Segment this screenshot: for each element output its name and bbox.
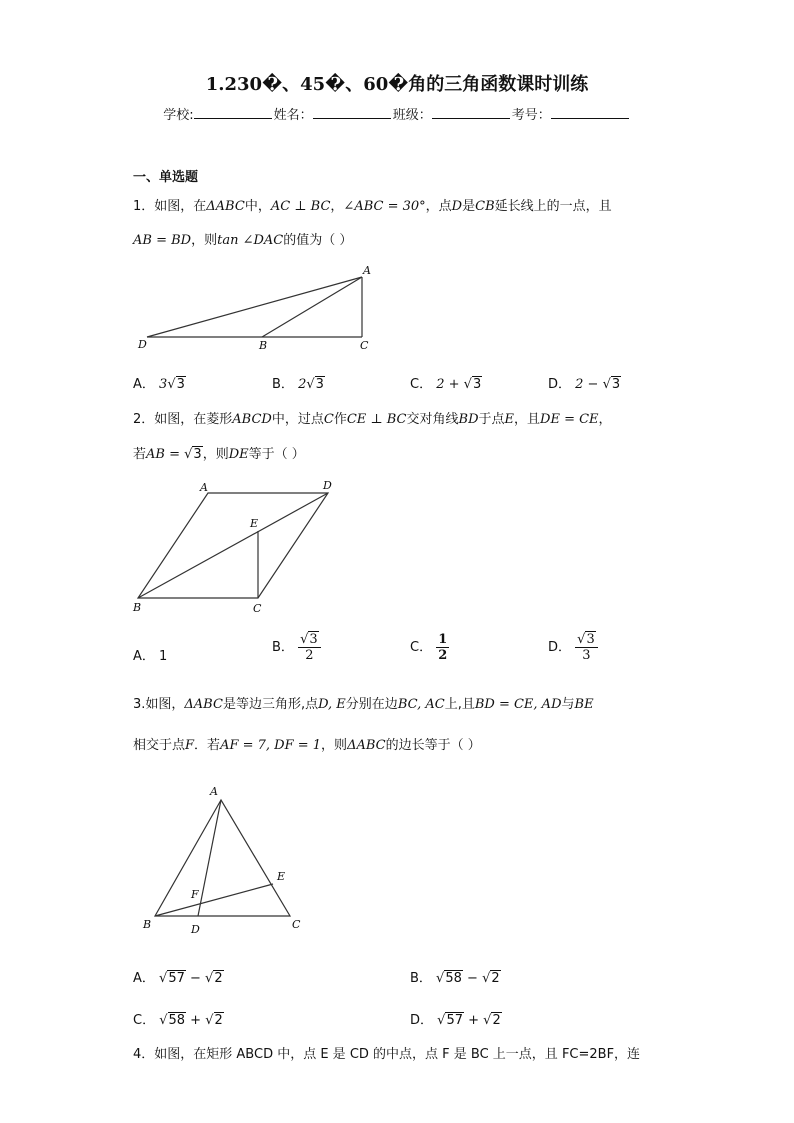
q3-text: 3.如图， (133, 697, 185, 712)
q1-math: ΔABC (206, 199, 245, 214)
q2-text: ， (598, 412, 612, 427)
option-value: 2 (298, 377, 307, 392)
radicand: 2 (214, 971, 223, 986)
radicand: 58 (445, 971, 462, 986)
option-letter: A． (133, 971, 155, 986)
q1-math: AB = BD (133, 233, 192, 248)
q1-segment-da (147, 277, 362, 337)
numerator: 1 (438, 632, 448, 647)
denominator: 2 (438, 648, 448, 663)
q1-math: ∠ABC = 30° (343, 199, 426, 214)
q2-diagonal-bd (138, 493, 328, 598)
q3-line2 (133, 736, 481, 756)
q2-math: DE = CE (540, 412, 599, 427)
option-letter: B． (272, 377, 294, 392)
q3-option-d[interactable]: D． √57 + √2 (410, 1013, 501, 1028)
option-letter: C． (410, 640, 433, 655)
operator: + (186, 1013, 206, 1028)
q3-math: F (185, 738, 195, 753)
radicand: 3 (193, 447, 202, 462)
q3-triangle (155, 800, 290, 916)
radicand: 2 (492, 1013, 501, 1028)
page-title: 1.230�、45�、60�角的三角函数课时训练 (205, 74, 589, 95)
q2-text: ，且 (514, 412, 541, 427)
number-label: 考号： (511, 108, 551, 123)
q2-line1 (133, 410, 612, 430)
option-letter: D． (548, 640, 572, 655)
q1-option-a[interactable]: A． 3√3 (133, 377, 185, 392)
section-title: 一、单选题 (133, 170, 199, 185)
radicand: 3 (176, 377, 185, 392)
student-info-line (0, 104, 794, 123)
q3-line1 (133, 695, 594, 715)
option-value: 3 (159, 377, 168, 392)
school-blank[interactable] (194, 106, 272, 119)
q2-math: DE (228, 447, 249, 462)
q3-option-a[interactable]: A． √57 − √2 (133, 971, 223, 986)
q2-math: E (504, 412, 515, 427)
q2-line2: 若AB = √3，则DE等于（ ） (133, 447, 305, 462)
q3-option-b[interactable]: B． √58 − √2 (410, 971, 500, 986)
q2-option-d[interactable] (548, 632, 598, 663)
q3-text: 是等边三角形,点 (222, 697, 319, 712)
radicand: 3 (315, 377, 324, 392)
q3-text: ，则 (321, 738, 348, 753)
q1-figure (130, 262, 390, 354)
denominator: 2 (305, 648, 314, 663)
operator: + (463, 1013, 484, 1028)
q2-math: C (323, 412, 334, 427)
radicand: 3 (611, 377, 621, 392)
q1-text: 是 (462, 199, 476, 214)
q1-option-d[interactable]: D． 2 − √3 (548, 377, 621, 392)
option-letter: D． (548, 377, 572, 392)
q2-label-c: C (253, 602, 262, 615)
q2-label-e: E (250, 517, 259, 530)
q1-math: tan ∠DAC (217, 233, 284, 248)
q1-label-d: D (138, 338, 147, 351)
q2-label-b: B (133, 601, 142, 614)
q3-option-c[interactable]: C． √58 + √2 (133, 1013, 223, 1028)
q1-option-b[interactable]: B． 2√3 (272, 377, 324, 392)
q1-label-a: A (363, 264, 371, 277)
q1-option-c[interactable]: C． 2 + √3 (410, 377, 482, 392)
q3-math: BD = CE, AD (474, 697, 562, 712)
option-letter: B． (410, 971, 432, 986)
q3-math: ΔABC (347, 738, 386, 753)
q3-label-a: A (210, 785, 218, 798)
q3-text: 分别在边 (345, 697, 398, 712)
q2-text: 若 (133, 447, 147, 462)
option-value: 2 + (436, 377, 464, 392)
option-letter: A． (133, 377, 155, 392)
q1-text: 延长线上的一点，且 (494, 199, 612, 214)
q2-math: CE ⊥ BC (346, 412, 407, 427)
radicand: 3 (586, 632, 595, 647)
class-label: 班级： (392, 108, 432, 123)
option-letter: A． (133, 649, 155, 664)
q3-math: BC, AC (397, 697, 445, 712)
option-value: 1 (159, 649, 168, 664)
radicand: 3 (472, 377, 482, 392)
option-value: 2 − (575, 377, 603, 392)
q3-math: ΔABC (184, 697, 223, 712)
q1-text: ，则 (191, 233, 218, 248)
q2-option-a[interactable] (133, 645, 167, 664)
q1-text: ，点 (425, 199, 452, 214)
q2-text: 交对角线 (406, 412, 459, 427)
q3-math: BE (574, 697, 594, 712)
q1-text: 的值为（ ） (283, 233, 353, 248)
q2-math: AB = (146, 447, 185, 462)
name-label: 姓名： (273, 108, 313, 123)
radicand: 2 (491, 971, 500, 986)
q3-segment-be (155, 884, 273, 916)
option-letter: C． (410, 377, 433, 392)
class-blank[interactable] (432, 106, 510, 119)
q3-figure (135, 780, 315, 940)
q1-label-b: B (259, 339, 268, 352)
q4-line1: 4．如图，在矩形 ABCD 中，点 E 是 CD 的中点，点 F 是 BC 上一点，且 FC=2BF，连 (133, 1047, 641, 1062)
q3-label-e: E (277, 870, 286, 883)
q2-text: ，则 (202, 447, 229, 462)
q1-math: CB (475, 199, 495, 214)
q2-text: 2．如图，在菱形 (133, 412, 233, 427)
fraction: $\frac{√3}{3}$ (575, 632, 598, 663)
q2-label-a: A (200, 481, 208, 494)
q2-label-d: D (323, 479, 332, 492)
fraction (436, 632, 449, 663)
name-blank[interactable] (313, 106, 391, 119)
q3-label-b: B (143, 918, 152, 931)
q2-text: 中，过点 (271, 412, 324, 427)
q2-figure (128, 476, 348, 618)
radicand: 58 (168, 1013, 186, 1028)
number-blank[interactable] (551, 106, 629, 119)
q2-option-c[interactable] (410, 632, 449, 663)
radicand: 57 (168, 971, 185, 986)
q2-math: BD (458, 412, 479, 427)
q3-text: 上,且 (444, 697, 475, 712)
fraction: $\frac{√3}{2}$ (298, 632, 321, 663)
q3-label-d: D (191, 923, 200, 936)
q3-text: ．若 (194, 738, 221, 753)
q2-text: 于点 (478, 412, 505, 427)
q2-math: ABCD (232, 412, 272, 427)
q2-option-b[interactable] (272, 632, 321, 663)
operator: − (185, 971, 206, 986)
q1-label-c: C (360, 339, 369, 352)
q1-text: 中， (244, 199, 271, 214)
q3-label-c: C (292, 918, 301, 931)
q1-text: 1．如图，在 (133, 199, 207, 214)
q3-text: 与 (561, 697, 575, 712)
denominator: 3 (582, 648, 591, 663)
q1-math: D (451, 199, 463, 214)
q3-math: AF = 7, DF = 1 (220, 738, 322, 753)
q3-label-f: F (191, 888, 199, 901)
option-letter: D． (410, 1013, 434, 1028)
school-label: 学校: (163, 108, 194, 123)
option-letter: C． (133, 1013, 156, 1028)
radicand: 2 (214, 1013, 223, 1028)
radicand: 57 (446, 1013, 463, 1028)
q1-segment-ba (262, 277, 362, 337)
q1-math: AC ⊥ BC (270, 199, 331, 214)
q3-math: D, E (318, 697, 346, 712)
radicand: 3 (309, 632, 318, 647)
q2-text: 等于（ ） (248, 447, 305, 462)
option-letter: B． (272, 640, 294, 655)
operator: − (462, 971, 483, 986)
q1-line2 (133, 231, 352, 251)
q3-text: 相交于点 (133, 738, 186, 753)
q1-line1: 1．如图，在ΔABC中，AC ⊥ BC，∠ABC = 30°，点D是CB延长线上的一点，且 (133, 199, 612, 214)
q3-text: 的边长等于（ ） (385, 738, 481, 753)
q2-text: 作 (333, 412, 347, 427)
